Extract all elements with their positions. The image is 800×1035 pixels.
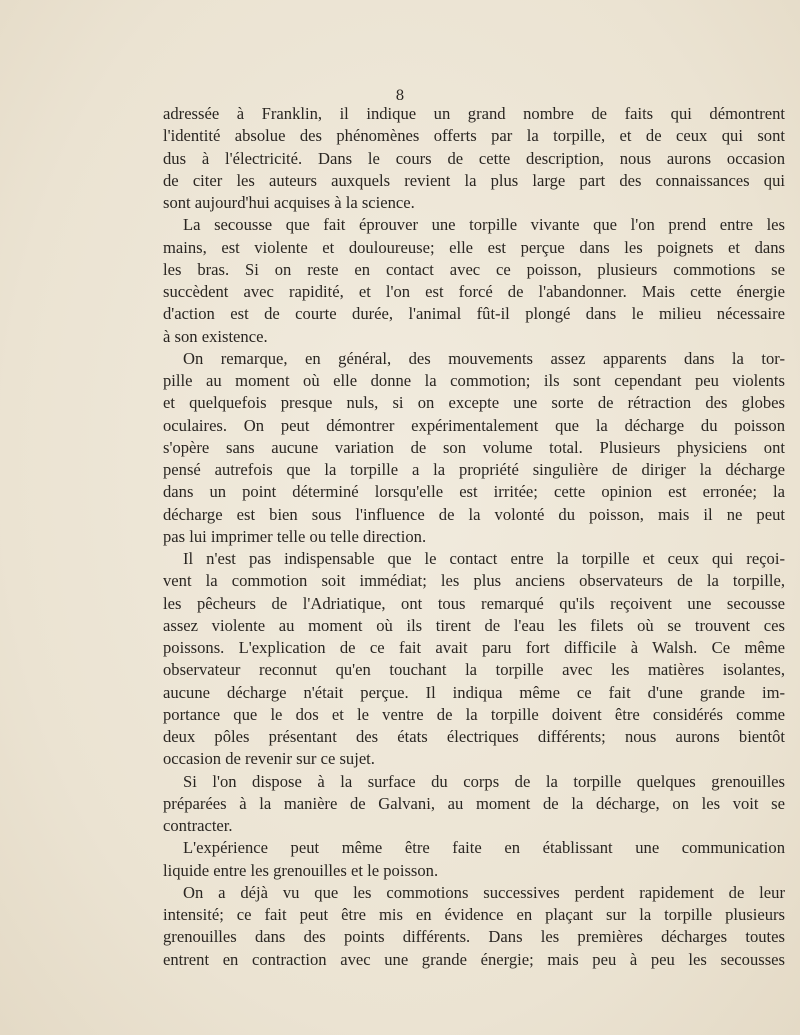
text-line: contracter. [163, 816, 233, 835]
text-line: pensé autrefois que la torpille a la propriété singulière de diriger la décharge [163, 460, 785, 479]
text-line: dans un point déterminé lorsqu'elle est irritée; cette opinion est erronée; la [163, 482, 785, 502]
text-line: Si l'on dispose à la surface du corps de la torpille quelques grenouilles [183, 771, 785, 791]
body-text [163, 103, 785, 971]
text-line: et quelquefois presque nuls, si on excepte une sorte de rétraction des globes [163, 393, 785, 413]
text-line: occasion de revenir sur ce sujet. [163, 749, 375, 769]
text-line: à son existence. [163, 326, 268, 346]
text-line: observateur reconnut qu'en touchant la torpille avec les matières isolantes, [163, 660, 785, 680]
text-line: La secousse que fait éprouver une torpille vivante que l'on prend entre les [183, 215, 785, 235]
text-line: les bras. Si on reste en contact avec ce poisson, plusieurs commotions se [163, 259, 785, 279]
text-line: les pêcheurs de l'Adriatique, ont tous remarqué qu'ils reçoivent une secousse [163, 593, 785, 613]
text-line: poissons. L'explication de ce fait avait paru fort difficile à Walsh. Ce même [163, 638, 785, 657]
text-line: On remarque, en général, des mouvements assez apparents dans la tor- [183, 348, 785, 368]
text-line: liquide entre les grenouilles et le poisson. [163, 860, 439, 880]
text-line: décharge est bien sous l'influence de la volonté du poisson, mais il ne peut [163, 504, 785, 524]
text-line: entrent en contraction avec une grande énergie; mais peu à peu les secousses [163, 949, 785, 969]
text-line: deux pôles présentant des états électriques différents; nous aurons bientôt [163, 727, 785, 746]
text-line: pille au moment où elle donne la commotion; ils sont cependant peu violents [163, 371, 785, 390]
text-line: dus à l'électricité. Dans le cours de cette description, nous aurons occasion [163, 148, 785, 168]
text-line: s'opère sans aucune variation de son volume total. Plusieurs physiciens ont [163, 437, 785, 457]
text-line: grenouilles dans des points différents. Dans les premières décharges toutes [163, 927, 785, 947]
text-line: On a déjà vu que les commotions successives perdent rapidement de leur [183, 882, 785, 902]
text-line: d'action est de courte durée, l'animal fût-il plongé dans le milieu nécessaire [163, 304, 785, 324]
text-line: Il n'est pas indispensable que le contact entre la torpille et ceux qui reçoi- [183, 549, 785, 568]
text-line: sont aujourd'hui acquises à la science. [163, 193, 415, 212]
page-number: 8 [395, 88, 405, 104]
text-line: adressée à Franklin, il indique un grand nombre de faits qui démontrent [163, 104, 785, 123]
text-line: oculaires. On peut démontrer expérimentalement que la décharge du poisson [163, 415, 785, 435]
text-line: préparées à la manière de Galvani, au moment de la décharge, on les voit se [163, 793, 785, 813]
text-line: de citer les auteurs auxquels revient la plus large part des connaissances qui [163, 170, 785, 190]
text-line: intensité; ce fait peut être mis en évidence en plaçant sur la torpille plusieurs [163, 905, 785, 924]
text-line: assez violente au moment où ils tirent de l'eau les filets où se trouvent ces [163, 615, 785, 635]
text-line: pas lui imprimer telle ou telle direction. [163, 526, 427, 546]
text-line: l'identité absolue des phénomènes offerts par la torpille, et de ceux qui sont [163, 126, 785, 146]
text-line: succèdent avec rapidité, et l'on est forcé de l'abandonner. Mais cette énergie [163, 282, 785, 301]
text-line: L'expérience peut même être faite en établissant une communication [183, 838, 785, 858]
text-line: mains, est violente et douloureuse; elle est perçue dans les poignets et dans [163, 237, 785, 257]
text-line: aucune décharge n'était perçue. Il indiqua même ce fait d'une grande im- [163, 682, 785, 702]
text-line: vent la commotion soit immédiat; les plus anciens observateurs de la torpille, [163, 571, 785, 591]
text-line: portance que le dos et le ventre de la torpille doivent être considérés comme [163, 704, 785, 724]
